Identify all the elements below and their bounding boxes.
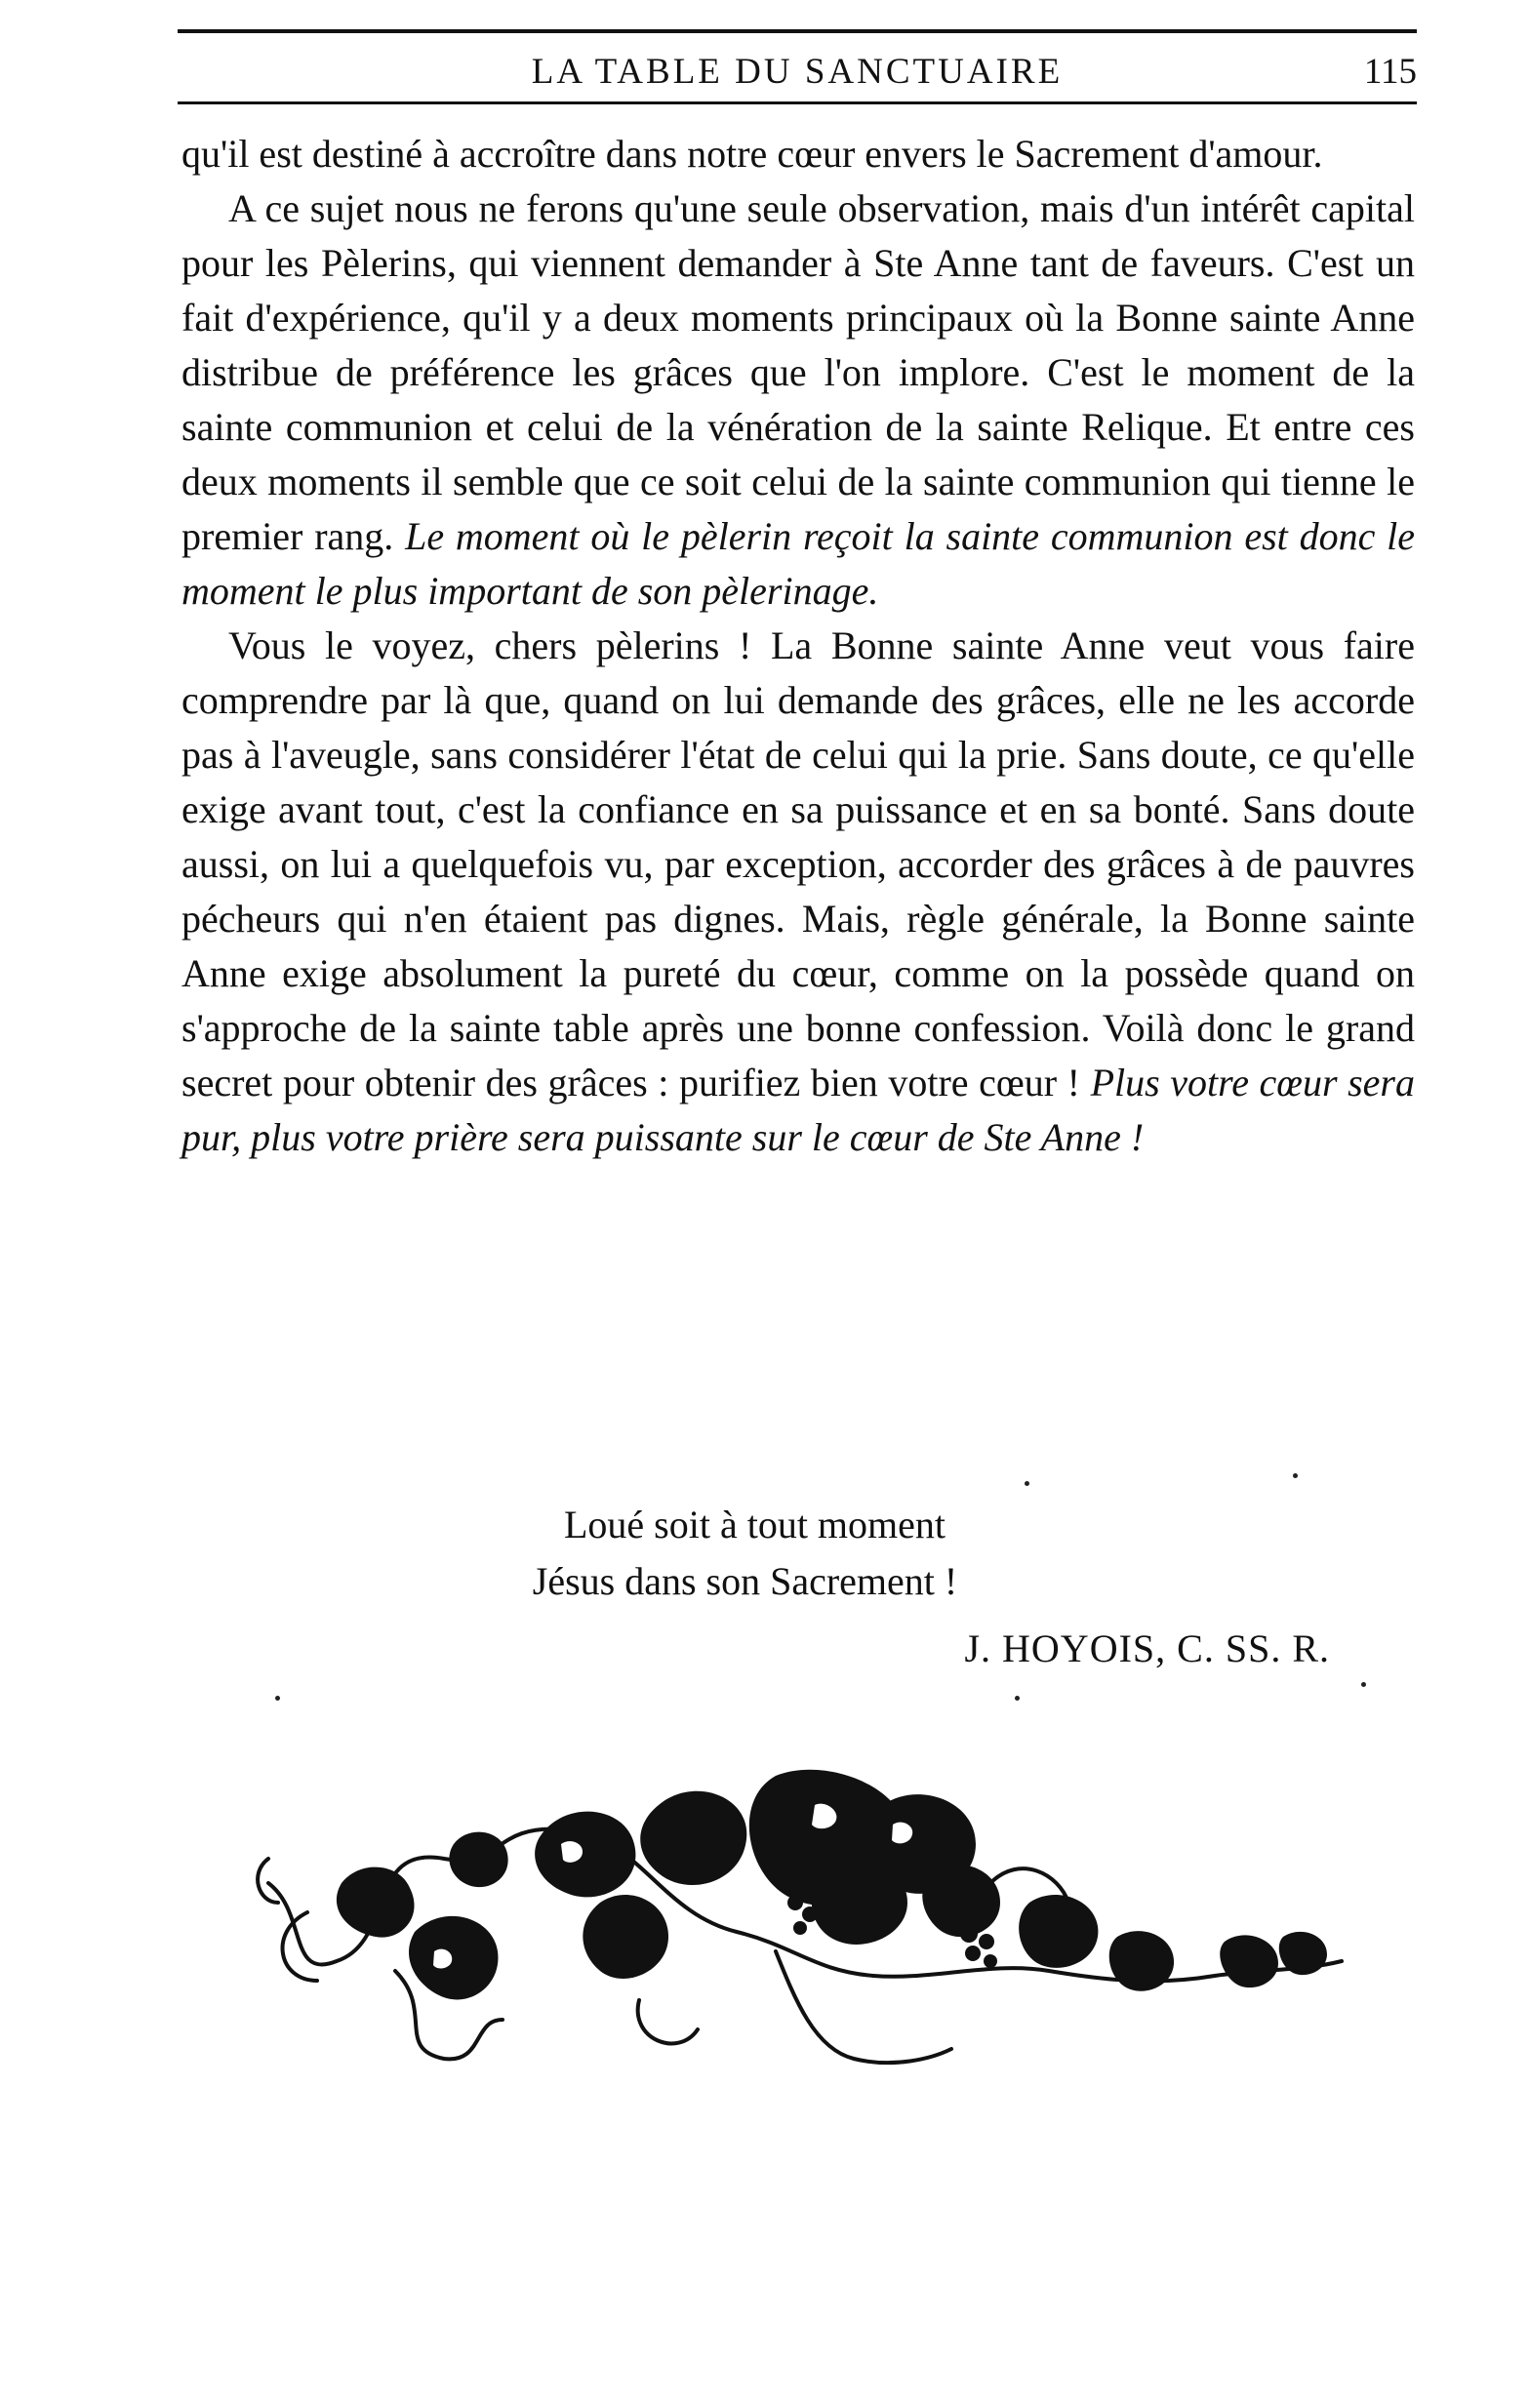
- paragraph-3: [181, 619, 1415, 1165]
- closing-couplet: [0, 1497, 1529, 1610]
- running-title: LA TABLE DU SANCTUAIRE: [531, 52, 1064, 92]
- ink-speck: [1361, 1682, 1366, 1687]
- header-top-rule: [178, 29, 1417, 33]
- ink-speck: [1025, 1481, 1029, 1486]
- running-head: [178, 47, 1417, 96]
- closing-line-1: Loué soit à tout moment: [563, 1503, 946, 1546]
- paragraph-2-text: A ce sujet nous ne ferons qu'une seule observation, mais d'un intérêt capital pour les Pèlerins, qui viennent demander à Ste Anne tant de faveurs. C'est un fait d'expérience, qu'il y a deux moments principaux où la Bonne sainte Anne distribue de préférence les grâces que l'on implore. C'est le moment de la sainte communion et celui de la vénération de la sainte Relique. Et entre ces deux moments il semble que ce soit celui de la sainte communion qui tienne le premier rang.: [181, 186, 1415, 558]
- paragraph-1-text: qu'il est destiné à accroître dans notre cœur envers le Sacrement d'amour.: [181, 132, 1323, 176]
- paragraph-3-italic: Plus votre cœur sera pur, plus votre prière sera puissante sur le cœur de Ste Anne !: [181, 1061, 1416, 1159]
- paragraph-1: [181, 127, 1415, 181]
- paragraph-3-text: Vous le voyez, chers pèlerins ! La Bonne sainte Anne veut vous faire comprendre par là que, quand on lui demande des grâces, elle ne les accorde pas à l'aveugle, sans considérer l'état de celui qui la prie. Sans doute, ce qu'elle exige avant tout, c'est la confiance en sa puissance et en sa bonté. Sans doute aussi, on lui a quelquefois vu, par exception, accorder des grâces à de pauvres pécheurs qui n'en étaient pas dignes. Mais, règle générale, la Bonne sainte Anne exige absolument la pureté du cœur, comme on la possède quand on s'approche de la sainte table après une bonne confession. Voilà donc le grand secret pour obtenir des grâces : purifiez bien votre cœur !: [181, 623, 1415, 1104]
- article-body: [181, 127, 1415, 1165]
- paragraph-2-italic: Le moment où le pèlerin reçoit la sainte communion est donc le moment le plus important de son pèlerinage.: [181, 514, 1415, 613]
- header-bottom-rule: [178, 101, 1417, 104]
- ink-speck: [1015, 1696, 1020, 1701]
- grapevine-ornament-icon: [249, 1766, 1361, 2088]
- paragraph-2: [181, 181, 1415, 619]
- author-signature: J. HOYOIS, C. SS. R.: [964, 1626, 1330, 1670]
- page-number: 115: [1363, 52, 1417, 92]
- closing-line-2: Jésus dans son Sacrement !: [532, 1559, 958, 1603]
- ink-speck: [1293, 1473, 1298, 1478]
- ink-speck: [275, 1696, 280, 1701]
